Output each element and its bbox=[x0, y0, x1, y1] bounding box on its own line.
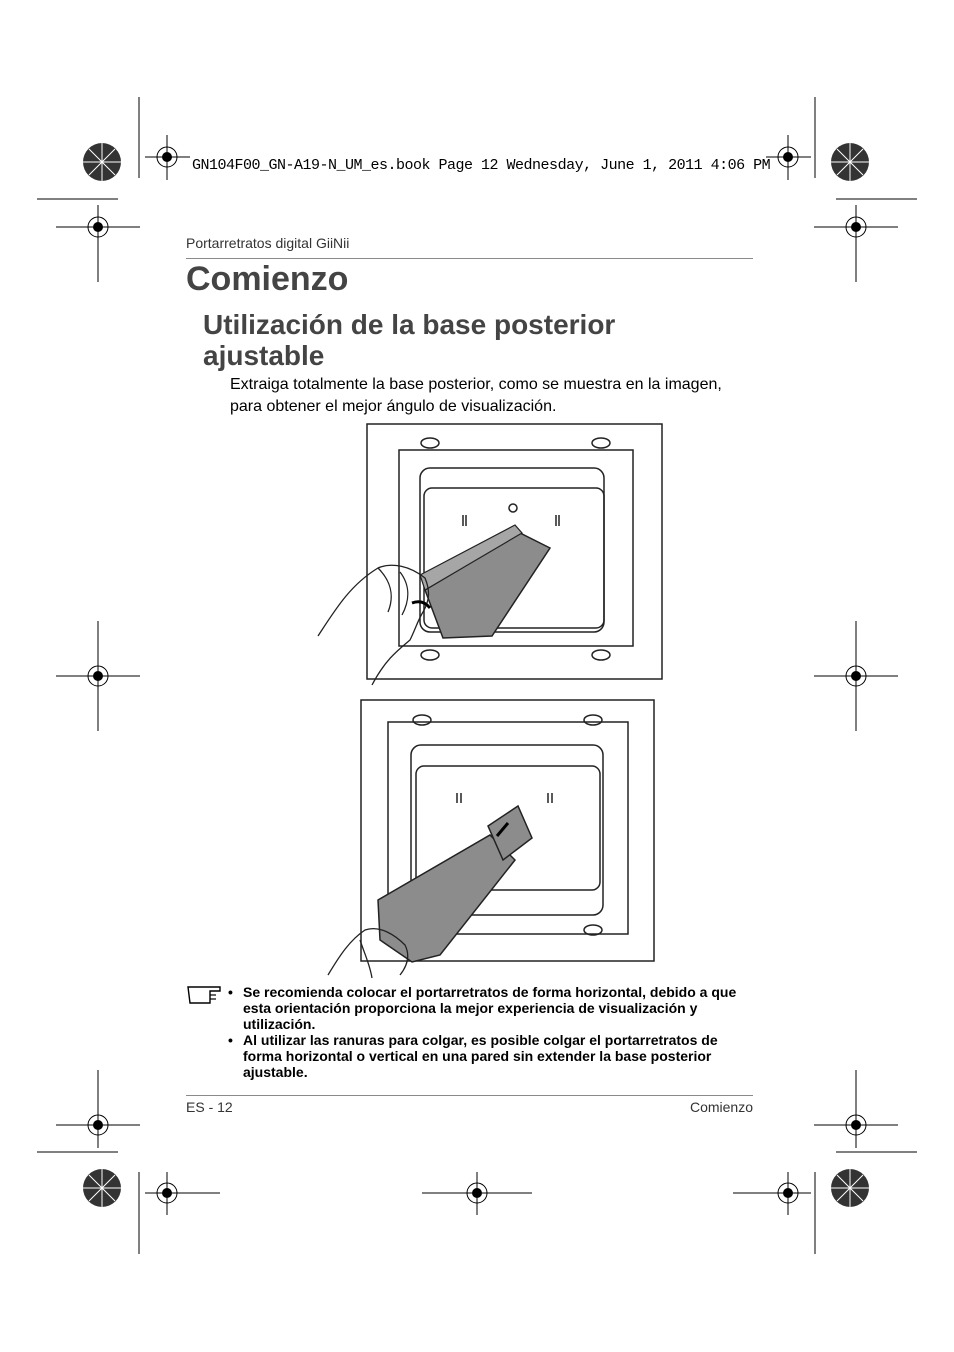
footer-section: Comienzo bbox=[689, 1099, 753, 1115]
print-header: GN104F00_GN-A19-N_UM_es.book Page 12 Wednesday, June 1, 2011 4:06 PM bbox=[192, 157, 771, 174]
section-title: Utilización de la base posterior ajustable bbox=[203, 309, 616, 371]
intro-paragraph: Extraiga totalmente la base posterior, como se muestra en la imagen, para obtener el mejor ángulo de visualización. bbox=[230, 376, 722, 415]
page-number: ES - 12 bbox=[186, 1099, 233, 1115]
note-item: • Al utilizar las ranuras para colgar, es posible colgar el portarretratos de forma horizontal o vertical en una pared sin extender la base posterior ajustable. bbox=[228, 1032, 758, 1080]
running-head: Portarretratos digital GiiNii bbox=[186, 235, 350, 251]
chapter-title: Comienzo bbox=[186, 260, 349, 298]
note-item: • Se recomienda colocar el portarretratos de forma horizontal, debido a que esta orientación proporciona la mejor experiencia de visualización y utilización. bbox=[228, 984, 758, 1032]
footer-rule bbox=[186, 1095, 753, 1096]
notes-list bbox=[228, 984, 758, 1080]
note-hand-icon bbox=[186, 983, 226, 1005]
